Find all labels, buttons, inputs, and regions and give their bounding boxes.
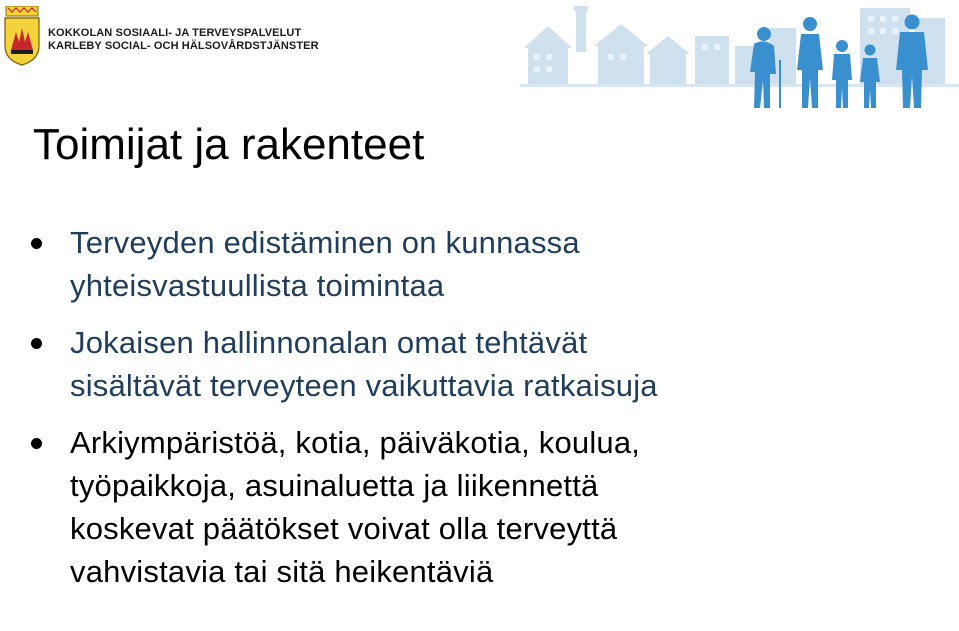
bullet-list	[30, 221, 940, 593]
bullet-line: Arkiympäristöä, kotia, päiväkotia, koulua,	[70, 425, 641, 460]
bullet-line: työpaikkoja, asuinaluetta ja liikennettä	[70, 468, 599, 503]
bullet-item	[30, 321, 940, 407]
bullet-line: vahvistavia tai sitä heikentäviä	[70, 554, 494, 589]
bullet-line: yhteisvastuullista toimintaa	[70, 268, 445, 303]
bullet-dot-icon	[31, 438, 42, 449]
city-skyline-and-family-icon	[520, 0, 959, 112]
bullet-line: sisältävät terveyteen vaikuttavia ratkaisuja	[70, 368, 658, 403]
organization-name-finnish: KOKKOLAN SOSIAALI- JA TERVEYSPALVELUT	[48, 27, 302, 39]
organization-name-swedish: KARLEBY SOCIAL- OCH HÄLSOVÅRDSTJÄNSTER	[48, 40, 319, 52]
organization-name	[48, 27, 319, 53]
slide-header	[0, 0, 959, 112]
bullet-dot-icon	[31, 338, 42, 349]
bullet-line: koskevat päätökset voivat olla terveyttä	[70, 511, 618, 546]
bullet-item	[30, 421, 940, 593]
coat-of-arms-icon	[3, 6, 41, 66]
bullet-dot-icon	[31, 238, 42, 249]
slide-title: Toimijat ja rakenteet	[33, 120, 425, 169]
bullet-line: Jokaisen hallinnonalan omat tehtävät	[70, 325, 588, 360]
bullet-line: Terveyden edistäminen on kunnassa	[70, 225, 580, 260]
bullet-item	[30, 221, 940, 307]
